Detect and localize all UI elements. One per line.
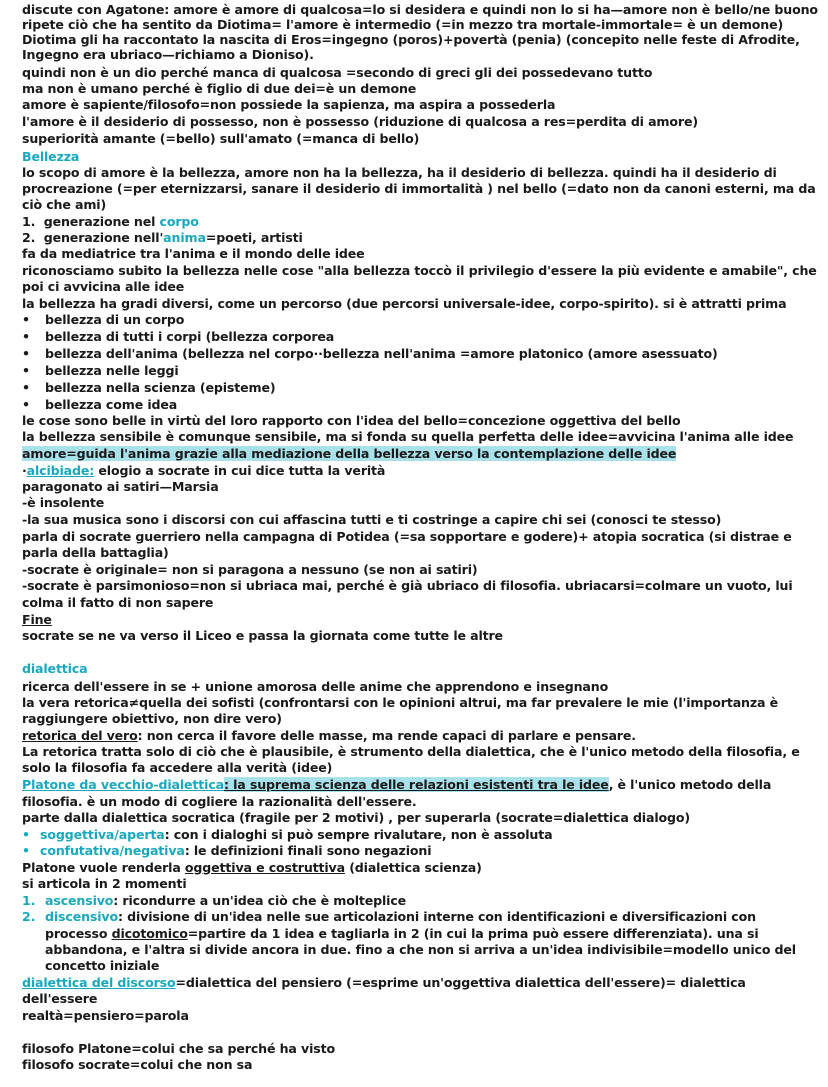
note-line: concetto iniziale [45, 958, 160, 973]
section-heading-dialettica: dialettica [22, 661, 88, 676]
note-line: La retorica tratta solo di ciò che è plausibile, è strumento della dialettica, che è l'unico metodo della filosofia, e [22, 744, 800, 759]
note-line: colma il fatto di non sapere [22, 595, 214, 610]
note-line: dell'essere [22, 991, 98, 1006]
numbered-item: discensivo: divisione di un'idea nelle sue articolazioni interne con identificazioni e diversificazioni con [45, 909, 756, 924]
keyword: Platone da vecchio-dialettica [22, 777, 225, 792]
keyword: corpo [159, 214, 199, 229]
note-line: paragonato ai satiri—Marsia [22, 479, 219, 494]
bullet-item: bellezza di un corpo [45, 312, 185, 327]
note-line: la vera retorica≠quella dei sofisti (confrontarsi con le opinioni altrui, ma far prevalere le mie (l'importanza è [22, 695, 779, 710]
note-line: -la sua musica sono i discorsi con cui affascina tutti e ti costringe a capire chi sei (conosci te stesso) [22, 512, 722, 527]
numbered-item: ascensivo: ricondurre a un'idea ciò che è molteplice [45, 893, 407, 908]
note-line: discute con Agatone: amore è amore di qualcosa=lo si desidera e quindi non lo si ha—amore non è bello/ne buono [22, 2, 818, 17]
note-line: l'amore è il desiderio di possesso, non è possesso (riduzione di qualcosa a res=perdita di amore) [22, 114, 698, 129]
note-line: solo la filosofia fa accedere alla verità (idee) [22, 760, 333, 775]
note-line: -è insolente [22, 495, 105, 510]
note-line: procreazione (=per eternizzarsi, sanare il desiderio di immortalità ) nel bello (=dato non da canoni esterni, ma da [22, 181, 816, 196]
item-number: 2. [22, 230, 36, 245]
bullet-icon: • [22, 346, 31, 361]
note-line: Diotima gli ha raccontato la nascita di Eros=ingegno (poros)+povertà (penia) (concepito nelle feste di Afrodite, [22, 32, 800, 47]
note-line: parla della battaglia) [22, 545, 169, 560]
note-line: ma non è umano perché è figlio di due dei=è un demone [22, 81, 417, 96]
bullet-icon: • [22, 843, 31, 858]
bullet-item: bellezza nella scienza (episteme) [45, 380, 276, 395]
keyword: anima [163, 230, 206, 245]
note-line: la bellezza ha gradi diversi, come un percorso (due percorsi universale-idee, corpo-spirito). si è attratti prima [22, 296, 787, 311]
section-heading-bellezza: Bellezza [22, 149, 80, 164]
numbered-item: 1. generazione nel corpo [22, 214, 199, 229]
note-line: superiorità amante (=bello) sull'amato (=manca di bello) [22, 131, 420, 146]
item-number: 1. [22, 214, 36, 229]
bullet-item: confutativa/negativa: le definizioni finali sono negazioni [40, 843, 432, 858]
note-line: ricerca dell'essere in se + unione amorosa delle anime che apprendono e insegnano [22, 679, 609, 694]
note-line: processo dicotomico=partire da 1 idea e tagliarla in 2 (in cui la prima può essere differenziata). una si [45, 926, 759, 941]
note-line: parla di socrate guerriero nella campagna di Potidea (=sa sopportare e godere)+ atopia socratica (si distrae e [22, 529, 792, 544]
note-line: realtà=pensiero=parola [22, 1008, 189, 1023]
note-line: filosofia. è un modo di cogliere la razionalità dell'essere. [22, 794, 417, 809]
keyword: ascensivo [45, 893, 114, 908]
note-line: la bellezza sensibile è comunque sensibile, ma si fonda su quella perfetta delle idee=avvicina l'anima alle idee [22, 429, 794, 444]
note-line: raggiungere obiettivo, non dire vero) [22, 711, 282, 726]
note-line: Platone vuole renderla oggettiva e costruttiva (dialettica scienza) [22, 860, 482, 875]
keyword: confutativa/negativa [40, 843, 185, 858]
bullet-icon: • [22, 397, 31, 412]
highlighted-line: amore=guida l'anima grazie alla mediazione della bellezza verso la contemplazione delle idee [22, 446, 677, 461]
note-line: poi ci avvicina alle idee [22, 279, 185, 294]
note-line: le cose sono belle in virtù del loro rapporto con l'idea del bello=concezione oggettiva del bello [22, 413, 681, 428]
note-line: quindi non è un dio perché manca di qualcosa =secondo di greci gli dei possedevano tutto [22, 65, 653, 80]
note-line: si articola in 2 momenti [22, 876, 187, 891]
note-line: ripete ciò che ha sentito da Diotima= l'amore è intermedio (=in mezzo tra mortale-immortale= è un demone) [22, 17, 784, 32]
note-line: socrate se ne va verso il Liceo e passa la giornata come tutte le altre [22, 628, 503, 643]
bullet-icon: • [22, 380, 31, 395]
note-line: ·alcibiade: elogio a socrate in cui dice tutta la verità [22, 463, 386, 478]
numbered-item: 2. generazione nell'anima=poeti, artisti [22, 230, 303, 245]
note-line: ciò che ami) [22, 197, 107, 212]
keyword: discensivo [45, 909, 118, 924]
bullet-icon: • [22, 363, 31, 378]
bullet-icon: • [22, 312, 31, 327]
note-line: parte dalla dialettica socratica (fragile per 2 motivi) , per superarla (socrate=dialettica dialogo) [22, 810, 690, 825]
keyword: soggettiva/aperta [40, 827, 165, 842]
note-line: filosofo socrate=colui che non sa [22, 1057, 253, 1072]
bullet-item: bellezza dell'anima (bellezza nel corpo··bellezza nell'anima =amore platonico (amore asessuato) [45, 346, 718, 361]
bullet-item: soggettiva/aperta: con i dialoghi si può sempre rivalutare, non è assoluta [40, 827, 553, 842]
note-line: abbandona, e l'altra si divide ancora in due. fino a che non si arriva a un'idea indivisibile=modello unico del [45, 942, 796, 957]
note-line: Platone da vecchio-dialettica: la suprema scienza delle relazioni esistenti tra le idee, è l'unico metodo della [22, 777, 772, 792]
item-number: 1. [22, 893, 36, 908]
note-line: -socrate è originale= non si paragona a nessuno (se non ai satiri) [22, 562, 478, 577]
keyword: alcibiade: [26, 463, 95, 478]
note-line: amore è sapiente/filosofo=non possiede la sapienza, ma aspira a possederla [22, 97, 556, 112]
bullet-item: bellezza nelle leggi [45, 363, 179, 378]
bullet-icon: • [22, 329, 31, 344]
note-line: Ingegno era ubriaco—richiamo a Dioniso). [22, 47, 314, 62]
bullet-item: bellezza come idea [45, 397, 178, 412]
note-line: dialettica del discorso=dialettica del pensiero (=esprime un'oggettiva dialettica dell'essere)= dialettica [22, 975, 746, 990]
note-line: Fine [22, 612, 52, 627]
keyword: retorica del vero [22, 728, 138, 743]
note-line: lo scopo di amore è la bellezza, amore non ha la bellezza, ha il desiderio di bellezza. quindi ha il desiderio di [22, 165, 777, 180]
note-line: -socrate è parsimonioso=non si ubriaca mai, perché è già ubriaco di filosofia. ubriacarsi=colmare un vuoto, lui [22, 578, 793, 593]
item-number: 2. [22, 909, 36, 924]
bullet-item: bellezza di tutti i corpi (bellezza corporea [45, 329, 335, 344]
note-line: riconosciamo subito la bellezza nelle cose "alla bellezza toccò il privilegio d'essere la più evidente e amabile", che [22, 263, 817, 278]
keyword: dialettica del discorso [22, 975, 176, 990]
note-line: fa da mediatrice tra l'anima e il mondo delle idee [22, 246, 365, 261]
bullet-icon: • [22, 827, 31, 842]
note-line: filosofo Platone=colui che sa perché ha visto [22, 1041, 335, 1056]
note-line: retorica del vero: non cerca il favore delle masse, ma rende capaci di parlare e pensare. [22, 728, 636, 743]
